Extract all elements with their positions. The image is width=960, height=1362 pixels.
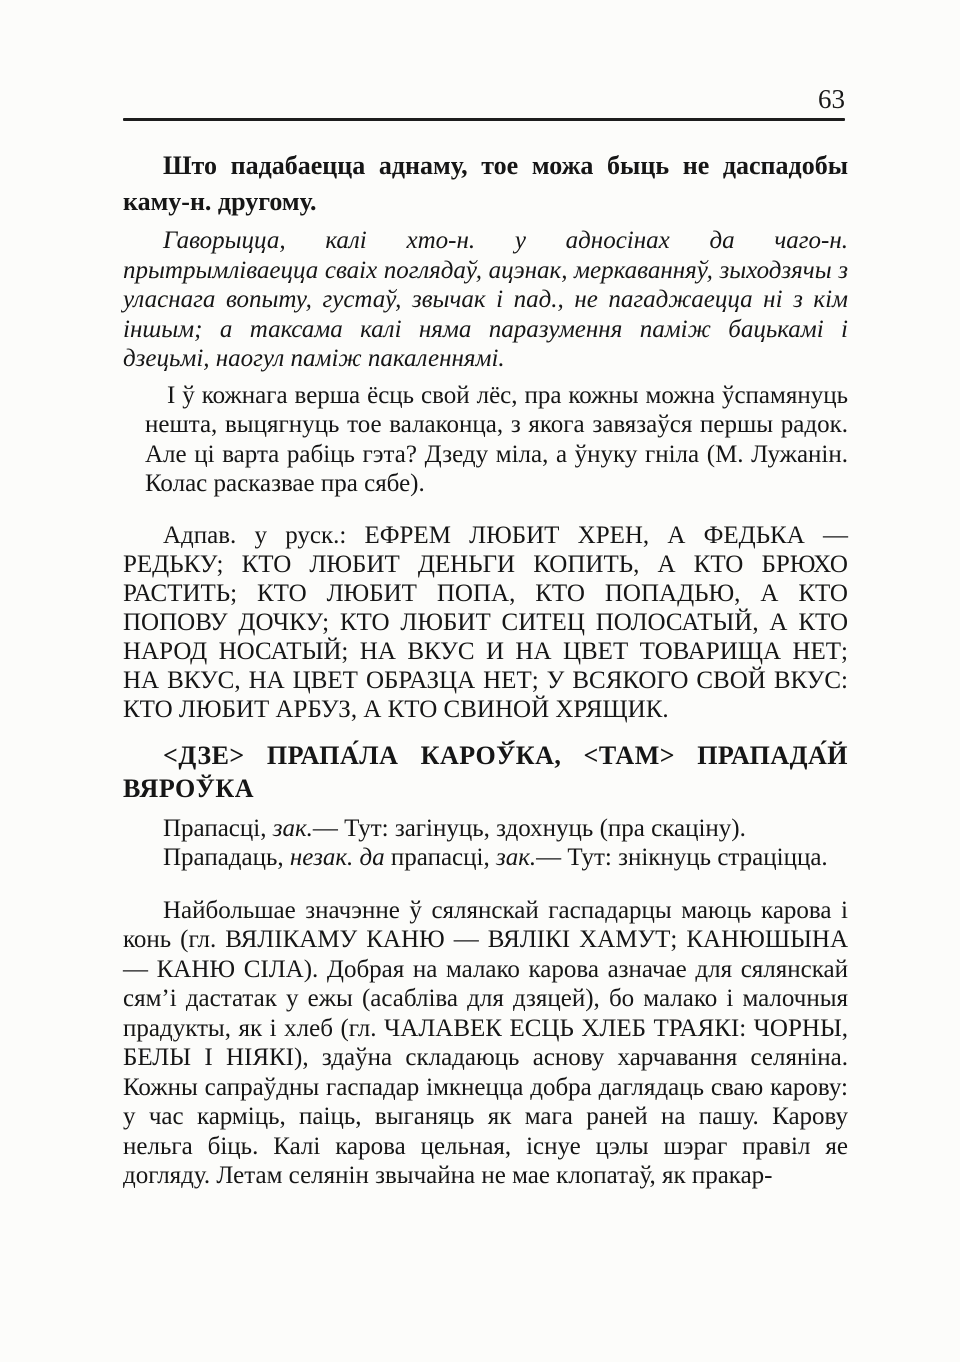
page-content [123,148,848,1191]
page-number: 63 [818,84,845,114]
gloss-definition: — Тут: знікнуць страціцца. [536,844,828,871]
equivalents-text: ЕФРЕМ ЛЮБИТ ХРЕН, А ФЕДЬКА — РЕДЬКУ; КТО ЛЮБИТ ДЕНЬГИ КОПИТЬ, А КТО БРЮХО РАСТИТЬ; КТО ЛЮБИТ ПОПА, КТО ПОПАДЬЮ, А КТО ПОПОВУ ДОЧКУ; КТО ЛЮБИТ СИТЕЦ ПОЛОСАТЫЙ, А КТО НАРОД НОСАТЫЙ; НА ВКУС И НА ЦВЕТ ТОВАРИЩА НЕТ; НА ВКУС, НА ЦВЕТ ОБРАЗЦА НЕТ; У ВСЯКОГО СВОЙ ВКУС: КТО ЛЮБИТ АРБУЗ, А КТО СВИНОЙ ХРЯЩИК. [123,521,848,723]
gloss-word: Прапасці, [163,814,273,842]
usage-note: Гаворыцца, калі хто-н. у адносінах да чаго-н. прытрымліваецца сваіх поглядаў, ацэнак, меркаванняў, зыходзячы з уласнага вопыту, густаў, звычак і пад., не пагаджаецца ні з кім іншым; а таксама калі няма паразумення паміж бацькамі і дзецьмі, наогул паміж пакаленнямі. [123,227,848,372]
proverb-heading: Што падабаецца аднаму, тое можа быць не даспадобы каму-н. другому. [123,151,848,216]
header-rule [123,118,845,121]
commentary: Найбольшае значэнне ў сялянскай гаспадарцы маюць карова і конь (гл. ВЯЛІКАМУ КАНЮ — ВЯЛІКІ ХАМУТ; КАНЮШЫНА — КАНЮ СІЛА). Добрая на малако карова азначае для сялянскай сям’і дастатак у ежы (асабліва для дзяцей), бо малако і малочныя прадукты, як і хлеб (гл. ЧАЛАВЕК ЕСЦЬ ХЛЕБ ТРАЯКІ: ЧОРНЫ, БЕЛЫ І НІЯКІ), здаўна складаюць аснову харчавання селяніна. Кожны сапраўдны гаспадар імкнецца добра даглядаць сваю карову: у час карміць, паіць, выганяць як мага раней на пашу. Карову нельга біць. Калі карова цельная, існуе цэлы шэраг правіл яе догляду. Летам селянін звычайна не мае клопатаў, як пракар- [123,896,848,1189]
gloss-prapasci [123,814,848,844]
citation-example: І ў кожнага верша ёсць свой лёс, пра кожны можна ўспамянуць нешта, выцягнуць тое валаконца, з якога завязаўся першы радок. Але ці варта рабіць гэта? Дзеду міла, а ўнуку гніла (М. Лужанін. Колас расказвае пра сябе). [145,381,848,497]
gloss-definition: — Тут: загінуць, здохнуць (пра скаціну). [312,814,746,842]
russian-equivalents [123,521,848,724]
grammar-label: зак. [495,844,537,871]
equivalents-label: Адпав. у руск.: [163,521,365,549]
grammar-label: незак. да [289,844,385,871]
gloss-ref: прапасці, [384,844,496,871]
proverb-heading-2: <ДЗЕ> ПРАПА́ЛА КАРОЎ́КА, <ТАМ> ПРАПАДА́Й ВЯРОЎКА [123,740,848,803]
gloss-prapadac [123,843,848,873]
gloss-word: Прападаць, [163,844,290,871]
grammar-label: зак. [272,814,313,842]
